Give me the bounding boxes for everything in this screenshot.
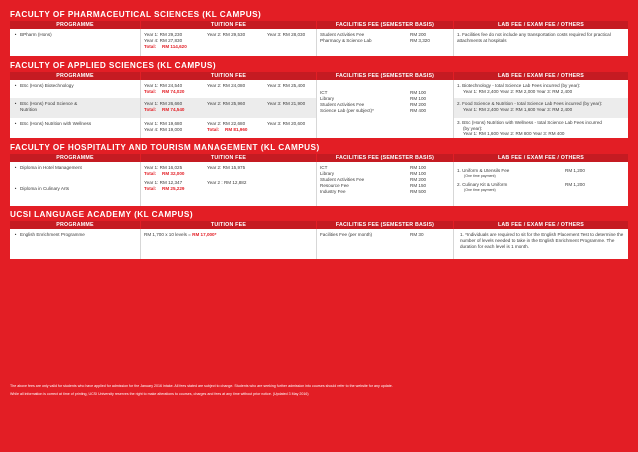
facilities-cell	[316, 29, 453, 56]
facility-name: Science Lab (per subject)*	[320, 108, 374, 113]
facility-name: ICT	[320, 90, 328, 95]
tuition-total: RM 32,000	[162, 171, 185, 176]
tuition-year: Year 3: RM 25,400	[267, 83, 306, 88]
lab-fee-amount: RM 1,200	[565, 168, 585, 173]
tuition-cell	[140, 162, 316, 206]
facility-amount: RM 150	[410, 183, 427, 188]
header-tuition: TUITION FEE	[140, 21, 316, 29]
tuition-year: Year 4: RM 27,830	[144, 38, 183, 43]
footer-disclaimer	[10, 384, 630, 400]
header-facilities: FACILITIES FEE (SEMESTER BASIS)	[316, 72, 453, 80]
facility-name: Student Activities Fee	[320, 102, 365, 107]
bullet-icon: •	[14, 83, 17, 88]
lab-cell	[453, 29, 628, 56]
table-header	[10, 221, 628, 229]
facility-amount: RM 3,320	[410, 38, 430, 43]
facilities-cell	[316, 80, 453, 138]
programme-name: BSc (Hons) Food Science &	[20, 101, 78, 106]
bullet-icon: •	[14, 101, 17, 106]
facility-name: Facilities Fee (per month)	[320, 232, 373, 237]
lab-note: 1. *Individuals are required to sit for the English Placement Test to determine the number of levels needed to take in the English Enrichment Programme. The duration for each level is 1 month.	[460, 232, 624, 249]
tuition-year: Year 3: RM 28,030	[267, 32, 306, 37]
lab-note: 1. Facilities fee do not include any transportation costs required for practical attachments at hospitals	[457, 32, 611, 43]
lab-fee-amount: RM 1,200	[565, 182, 585, 187]
lab-note-sub: (One time payment)	[464, 188, 496, 192]
header-programme: PROGRAMME	[10, 154, 140, 162]
lab-cell	[453, 229, 628, 259]
programme-name: Diploma in Hotel Management	[20, 165, 82, 170]
table-header	[10, 154, 628, 162]
tuition-year: Year 1: RM 12,347	[144, 180, 183, 185]
applied-table	[10, 80, 628, 138]
facility-amount: RM 200	[410, 177, 427, 182]
facility-name: Industry Fee	[320, 189, 346, 194]
lab-note: 3. BSc (Hons) Nutrition with Wellness - total Science Lab Fees incurred	[457, 120, 602, 125]
footer-text: The above fees are only valid for students who have applied for admission for the January 2016 intake. All fees stated are subject to change. Students who are seeking further admission into courses should refer to the website for any update.	[10, 384, 393, 388]
tuition-fee: RM 1,700 x 10 levels =	[144, 232, 191, 237]
tuition-total: RM 81,960	[225, 127, 248, 132]
tuition-year: Year 2 : RM 12,882	[207, 180, 247, 185]
programme-cell	[10, 80, 140, 138]
tuition-year: Year 3: RM 21,900	[267, 101, 306, 106]
bullet-icon: •	[14, 121, 17, 126]
facility-amount: RM 100	[410, 96, 427, 101]
facilities-cell	[316, 229, 453, 259]
header-tuition: TUITION FEE	[140, 221, 316, 229]
programme-name: BSc (Hons) Nutrition with Wellness	[20, 121, 92, 126]
language-table	[10, 229, 628, 259]
header-programme: PROGRAMME	[10, 21, 140, 29]
tuition-year: Year 1: RM 16,025	[144, 165, 183, 170]
tuition-year: Year 2: RM 25,960	[207, 101, 246, 106]
programme-cell	[10, 29, 140, 56]
facility-amount: RM 200	[410, 32, 427, 37]
programme-name: BPharm (Hons)	[20, 32, 52, 37]
total-label: Total:	[144, 171, 157, 176]
facility-name: Student Activities Fee	[320, 32, 365, 37]
lab-note: 1. Biotechnology - total Science Lab Fees incurred (by year):	[457, 83, 581, 88]
lab-note: 2. Culinary Kit & Uniform	[457, 182, 508, 187]
tuition-year: Year 2: RM 24,080	[207, 83, 246, 88]
section-title-hospitality: FACULTY OF HOSPITALITY AND TOURISM MANAGEMENT (KL CAMPUS)	[10, 143, 320, 152]
facility-name: Resource Fee	[320, 183, 349, 188]
header-tuition: TUITION FEE	[140, 72, 316, 80]
facility-amount: RM 400	[410, 108, 427, 113]
lab-cell	[453, 80, 628, 138]
lab-note: (by year):	[463, 125, 483, 131]
bullet-icon: •	[14, 32, 17, 37]
header-facilities: FACILITIES FEE (SEMESTER BASIS)	[316, 221, 453, 229]
header-lab: LAB FEE / EXAM FEE / OTHERS	[453, 72, 628, 80]
tuition-total: RM 74,020	[162, 89, 185, 94]
programme-name: Nutrition	[20, 107, 38, 112]
facility-amount: RM 100	[410, 90, 427, 95]
facility-amount: RM 500	[410, 189, 427, 194]
header-programme: PROGRAMME	[10, 72, 140, 80]
footer-text: While all information is correct at time of printing, UCSI University reserves the right to make alterations to courses, charges and fees at any time without prior notice. (Updated 3 May 2016)	[10, 392, 309, 396]
programme-cell	[10, 229, 140, 259]
programme-name: English Enrichment Programme	[20, 232, 85, 237]
tuition-cell	[140, 229, 316, 259]
tuition-total: RM 74,540	[162, 107, 185, 112]
tuition-cell	[140, 80, 316, 138]
tuition-year: Year 2: RM 29,530	[207, 32, 246, 37]
header-facilities: FACILITIES FEE (SEMESTER BASIS)	[316, 154, 453, 162]
facility-amount: RM 30	[410, 232, 424, 237]
hospitality-table	[10, 162, 628, 206]
tuition-total: RM 25,229	[162, 186, 185, 191]
total-label: Total:	[207, 127, 220, 132]
lab-note: Year 1: RM 1,600 Year 2: RM 800 Year 3: RM 400	[463, 131, 565, 136]
facility-name: Library	[320, 96, 335, 101]
programme-cell	[10, 162, 140, 206]
programme-name: BSc (Hons) Biotechnology	[20, 83, 74, 88]
lab-note-sub: (One time payment)	[464, 174, 496, 178]
bullet-icon: •	[14, 186, 17, 191]
tuition-total: RM 17,000*	[192, 232, 217, 237]
section-title-applied: FACULTY OF APPLIED SCIENCES (KL CAMPUS)	[10, 61, 217, 70]
table-header	[10, 72, 628, 80]
tuition-year: Year 2: RM 15,975	[207, 165, 246, 170]
facility-amount: RM 100	[410, 165, 427, 170]
header-lab: LAB FEE / EXAM FEE / OTHERS	[453, 154, 628, 162]
lab-cell	[453, 162, 628, 206]
header-lab: LAB FEE / EXAM FEE / OTHERS	[453, 221, 628, 229]
facility-amount: RM 200	[410, 102, 427, 107]
header-programme: PROGRAMME	[10, 221, 140, 229]
facilities-cell	[316, 162, 453, 206]
facility-amount: RM 100	[410, 171, 427, 176]
facility-name: Pharmacy & Science Lab	[320, 38, 372, 43]
bullet-icon: •	[14, 232, 17, 237]
section-title-language: UCSI LANGUAGE ACADEMY (KL CAMPUS)	[10, 210, 194, 219]
total-label: Total:	[144, 89, 157, 94]
tuition-year: Year 1: RM 26,660	[144, 101, 183, 106]
bullet-icon: •	[14, 165, 17, 170]
header-tuition: TUITION FEE	[140, 154, 316, 162]
tuition-year: Year 1: RM 29,230	[144, 32, 183, 37]
tuition-year: Year 3: RM 20,600	[267, 121, 306, 126]
table-header	[10, 21, 628, 29]
total-label: Total:	[144, 186, 157, 191]
lab-note: 1. Uniform & Utensils Fee	[457, 168, 510, 173]
total-label: Total:	[144, 107, 157, 112]
lab-note: 2. Food Science & Nutrition - total Science Lab Fees incurred (by year):	[457, 101, 603, 106]
facility-name: Student Activities Fee	[320, 177, 365, 182]
tuition-cell	[140, 29, 316, 56]
lab-note: Year 1: RM 2,400 Year 2: RM 2,000 Year 3: RM 2,400	[463, 89, 573, 94]
total-label: Total:	[144, 44, 157, 49]
tuition-total: RM 114,620	[162, 44, 187, 49]
facility-name: Library	[320, 171, 335, 176]
programme-name: Diploma in Culinary Arts	[20, 186, 70, 191]
header-facilities: FACILITIES FEE (SEMESTER BASIS)	[316, 21, 453, 29]
tuition-year: Year 4: RM 19,000	[144, 127, 183, 132]
facility-name: ICT	[320, 165, 328, 170]
tuition-year: Year 2: RM 22,680	[207, 121, 246, 126]
section-title-pharmacy: FACULTY OF PHARMACEUTICAL SCIENCES (KL CAMPUS)	[10, 10, 262, 19]
header-lab: LAB FEE / EXAM FEE / OTHERS	[453, 21, 628, 29]
lab-note: Year 1: RM 2,400 Year 2: RM 1,600 Year 3: RM 2,400	[463, 107, 573, 112]
tuition-year: Year 1: RM 24,540	[144, 83, 183, 88]
tuition-year: Year 1: RM 19,680	[144, 121, 183, 126]
pharmacy-table	[10, 29, 628, 56]
